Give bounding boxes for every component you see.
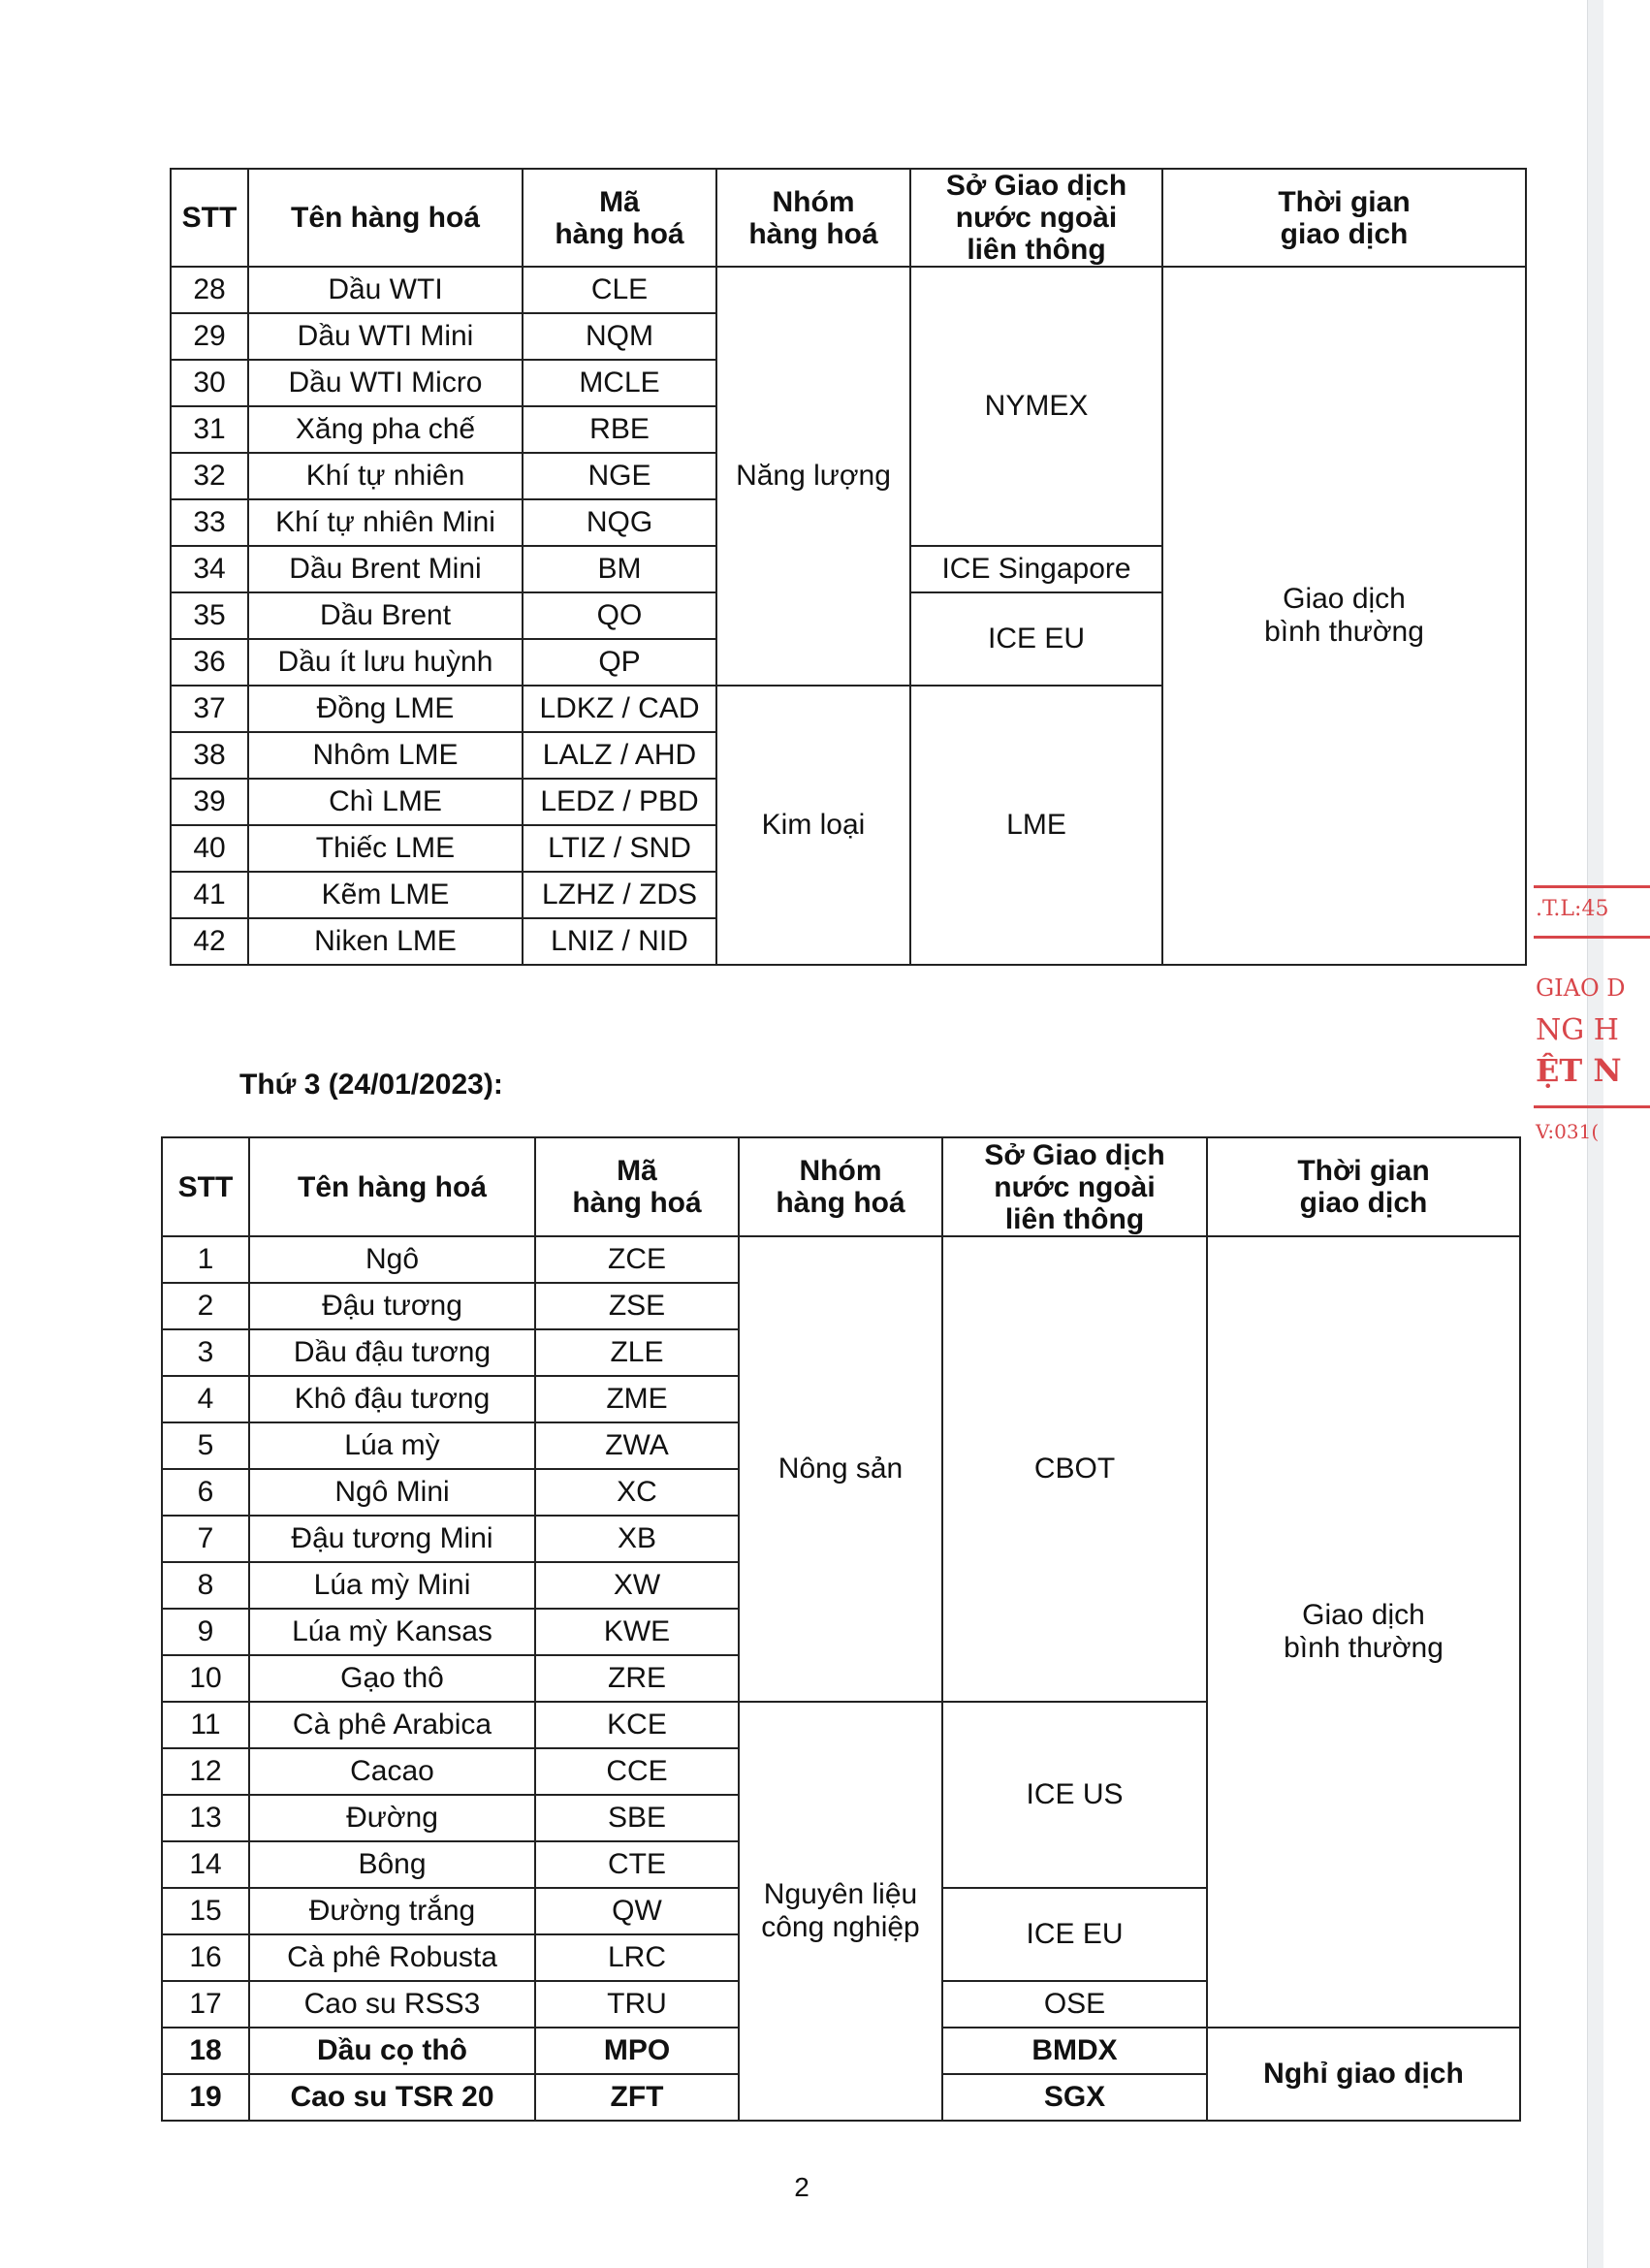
stamp-ring (1534, 1105, 1650, 1108)
cell-name: Đường trắng (249, 1888, 535, 1934)
cell-stt: 33 (171, 499, 248, 546)
cell-code: NQM (523, 313, 716, 360)
cell-exchange-lme: LME (910, 686, 1162, 965)
cell-name: Đậu tương Mini (249, 1516, 535, 1562)
table-row (162, 1236, 1520, 1283)
cell-code: LNIZ / NID (523, 918, 716, 965)
cell-name: Cà phê Arabica (249, 1702, 535, 1748)
cell-exchange-nymex: NYMEX (910, 267, 1162, 546)
cell-stt: 29 (171, 313, 248, 360)
cell-exchange-ice-singapore: ICE Singapore (910, 546, 1162, 592)
cell-stt: 37 (171, 686, 248, 732)
header-stt: STT (171, 169, 248, 267)
cell-stt: 31 (171, 406, 248, 453)
cell-code: MPO (535, 2028, 739, 2074)
header-exchange: Sở Giao dịch nước ngoài liên thông (910, 169, 1162, 267)
cell-name: Ngô (249, 1236, 535, 1283)
cell-name: Lúa mỳ Kansas (249, 1609, 535, 1655)
cell-code: MCLE (523, 360, 716, 406)
cell-group-agri: Nông sản (739, 1236, 942, 1702)
cell-code: CCE (535, 1748, 739, 1795)
cell-name: Đường (249, 1795, 535, 1841)
header-group: Nhóm hàng hoá (739, 1137, 942, 1236)
cell-stt: 11 (162, 1702, 249, 1748)
cell-stt: 13 (162, 1795, 249, 1841)
cell-code: TRU (535, 1981, 739, 2028)
cell-code: RBE (523, 406, 716, 453)
cell-name: Dầu đậu tương (249, 1329, 535, 1376)
cell-stt: 34 (171, 546, 248, 592)
cell-code: KCE (535, 1702, 739, 1748)
cell-stt: 15 (162, 1888, 249, 1934)
cell-stt: 7 (162, 1516, 249, 1562)
header-name: Tên hàng hoá (249, 1137, 535, 1236)
cell-code: QO (523, 592, 716, 639)
cell-code: LALZ / AHD (523, 732, 716, 779)
red-seal-stamp (1526, 878, 1626, 1168)
cell-name: Thiếc LME (248, 825, 523, 872)
header-code: Mã hàng hoá (535, 1137, 739, 1236)
cell-stt: 32 (171, 453, 248, 499)
cell-name: Cao su TSR 20 (249, 2074, 535, 2121)
cell-stt: 38 (171, 732, 248, 779)
cell-name: Cacao (249, 1748, 535, 1795)
cell-name: Đồng LME (248, 686, 523, 732)
cell-name: Dầu WTI Micro (248, 360, 523, 406)
cell-code: LDKZ / CAD (523, 686, 716, 732)
cell-stt: 9 (162, 1609, 249, 1655)
cell-name: Khí tự nhiên (248, 453, 523, 499)
cell-name: Niken LME (248, 918, 523, 965)
cell-stt: 40 (171, 825, 248, 872)
cell-name: Xăng pha chế (248, 406, 523, 453)
cell-code: ZWA (535, 1422, 739, 1469)
cell-stt: 35 (171, 592, 248, 639)
cell-exchange-ice-eu: ICE EU (910, 592, 1162, 686)
cell-code: LEDZ / PBD (523, 779, 716, 825)
cell-stt: 19 (162, 2074, 249, 2121)
cell-stt: 12 (162, 1748, 249, 1795)
header-code: Mã hàng hoá (523, 169, 716, 267)
cell-name: Ngô Mini (249, 1469, 535, 1516)
cell-code: LRC (535, 1934, 739, 1981)
header-row (162, 1137, 1520, 1236)
cell-name: Kẽm LME (248, 872, 523, 918)
cell-stt: 3 (162, 1329, 249, 1376)
cell-stt: 42 (171, 918, 248, 965)
cell-name: Dầu ít lưu huỳnh (248, 639, 523, 686)
cell-stt: 41 (171, 872, 248, 918)
cell-name: Chì LME (248, 779, 523, 825)
cell-code: QP (523, 639, 716, 686)
cell-stt: 8 (162, 1562, 249, 1609)
cell-code: SBE (535, 1795, 739, 1841)
stamp-ring (1534, 885, 1650, 888)
cell-stt: 18 (162, 2028, 249, 2074)
header-time: Thời gian giao dịch (1207, 1137, 1520, 1236)
stamp-text: V:031( (1536, 1120, 1600, 1143)
cell-code: ZCE (535, 1236, 739, 1283)
cell-group-metal: Kim loại (716, 686, 910, 965)
cell-stt: 6 (162, 1469, 249, 1516)
cell-name: Cao su RSS3 (249, 1981, 535, 2028)
cell-code: NQG (523, 499, 716, 546)
cell-name: Dầu cọ thô (249, 2028, 535, 2074)
cell-stt: 30 (171, 360, 248, 406)
cell-stt: 39 (171, 779, 248, 825)
cell-code: KWE (535, 1609, 739, 1655)
cell-stt: 1 (162, 1236, 249, 1283)
cell-code: LTIZ / SND (523, 825, 716, 872)
stamp-text: NG H (1536, 1013, 1619, 1047)
header-name: Tên hàng hoá (248, 169, 523, 267)
cell-exchange-ice-eu: ICE EU (942, 1888, 1207, 1981)
header-time: Thời gian giao dịch (1162, 169, 1526, 267)
section-heading: Thứ 3 (24/01/2023): (239, 1069, 503, 1101)
cell-code: QW (535, 1888, 739, 1934)
stamp-text: GIAO D (1536, 974, 1626, 1002)
cell-time-normal: Giao dịch bình thường (1207, 1236, 1520, 2028)
stamp-text: ỆT N (1536, 1052, 1622, 1089)
cell-code: BM (523, 546, 716, 592)
header-stt: STT (162, 1137, 249, 1236)
cell-name: Cà phê Robusta (249, 1934, 535, 1981)
cell-name: Dầu Brent (248, 592, 523, 639)
table-row (171, 267, 1526, 313)
cell-exchange-sgx: SGX (942, 2074, 1207, 2121)
cell-name: Khí tự nhiên Mini (248, 499, 523, 546)
cell-code: NGE (523, 453, 716, 499)
cell-code: XW (535, 1562, 739, 1609)
cell-name: Đậu tương (249, 1283, 535, 1329)
cell-stt: 10 (162, 1655, 249, 1702)
cell-name: Khô đậu tương (249, 1376, 535, 1422)
cell-code: ZFT (535, 2074, 739, 2121)
cell-code: CLE (523, 267, 716, 313)
cell-stt: 17 (162, 1981, 249, 2028)
cell-code: LZHZ / ZDS (523, 872, 716, 918)
cell-name: Nhôm LME (248, 732, 523, 779)
cell-code: ZRE (535, 1655, 739, 1702)
cell-stt: 16 (162, 1934, 249, 1981)
header-exchange: Sở Giao dịch nước ngoài liên thông (942, 1137, 1207, 1236)
commodity-table-2 (161, 1136, 1521, 2122)
page-number: 2 (794, 2172, 809, 2202)
stamp-text: .T.L:45 (1536, 897, 1609, 921)
cell-name: Lúa mỳ Mini (249, 1562, 535, 1609)
cell-group-industrial: Nguyên liệu công nghiệp (739, 1702, 942, 2121)
cell-name: Bông (249, 1841, 535, 1888)
cell-time: Giao dịch bình thường (1162, 267, 1526, 965)
cell-code: XB (535, 1516, 739, 1562)
cell-name: Gạo thô (249, 1655, 535, 1702)
cell-exchange-bmdx: BMDX (942, 2028, 1207, 2074)
cell-stt: 14 (162, 1841, 249, 1888)
cell-code: ZME (535, 1376, 739, 1422)
cell-name: Dầu Brent Mini (248, 546, 523, 592)
cell-stt: 36 (171, 639, 248, 686)
cell-stt: 28 (171, 267, 248, 313)
cell-exchange-ice-us: ICE US (942, 1702, 1207, 1888)
cell-time-closed: Nghỉ giao dịch (1207, 2028, 1520, 2121)
cell-code: ZSE (535, 1283, 739, 1329)
cell-name: Dầu WTI (248, 267, 523, 313)
cell-code: CTE (535, 1841, 739, 1888)
cell-exchange-cbot: CBOT (942, 1236, 1207, 1702)
cell-stt: 4 (162, 1376, 249, 1422)
cell-name: Dầu WTI Mini (248, 313, 523, 360)
header-group: Nhóm hàng hoá (716, 169, 910, 267)
commodity-table-1 (170, 168, 1527, 966)
stamp-ring (1534, 936, 1650, 939)
cell-group-energy: Năng lượng (716, 267, 910, 686)
header-row (171, 169, 1526, 267)
cell-stt: 5 (162, 1422, 249, 1469)
cell-stt: 2 (162, 1283, 249, 1329)
cell-name: Lúa mỳ (249, 1422, 535, 1469)
cell-exchange-ose: OSE (942, 1981, 1207, 2028)
cell-code: XC (535, 1469, 739, 1516)
cell-code: ZLE (535, 1329, 739, 1376)
